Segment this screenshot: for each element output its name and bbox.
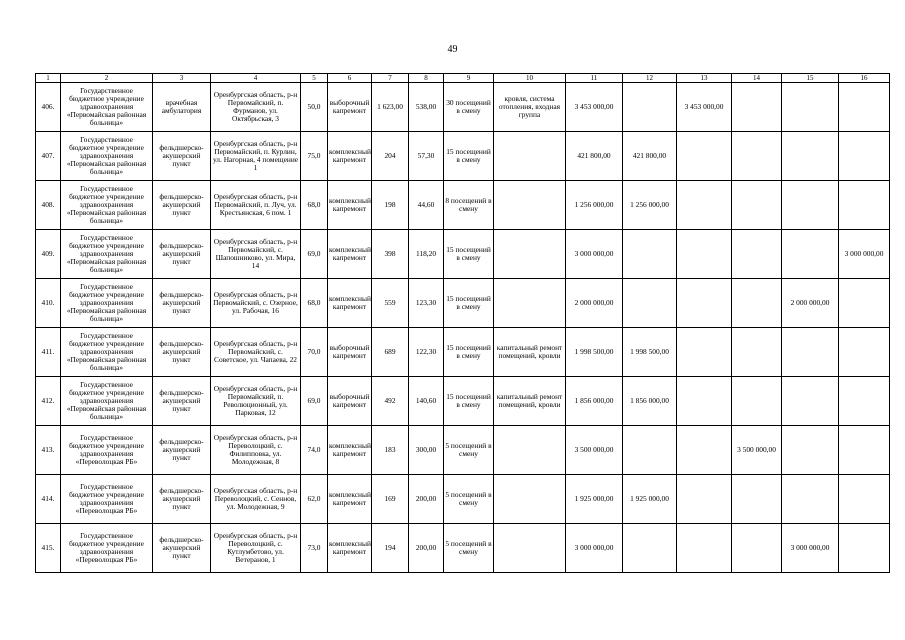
capacity-cell: 15 посещений в смену	[444, 328, 494, 377]
total-cost-cell: 421 800,00	[566, 132, 623, 181]
cost-year-cell	[677, 475, 732, 524]
address-cell: Оренбургская область, р-н Первомайский, с. Советское, ул. Чапаева, 22	[211, 328, 301, 377]
row-number-cell: 412.	[36, 377, 61, 426]
cost-year-cell	[782, 181, 839, 230]
population-cell: 559	[372, 279, 409, 328]
cost-year-cell	[839, 328, 890, 377]
cost-year-cell	[677, 426, 732, 475]
cost-year-cell: 1 256 000,00	[623, 181, 677, 230]
column-header: 9	[444, 74, 494, 83]
capacity-cell: 8 посещений в смену	[444, 181, 494, 230]
cost-year-cell	[623, 426, 677, 475]
facility-type-cell: фельдшерско-акушерский пункт	[153, 181, 211, 230]
total-cost-cell: 2 000 000,00	[566, 279, 623, 328]
page-number: 49	[447, 44, 458, 55]
cost-year-cell	[732, 524, 782, 573]
organization-cell: Государственное бюджетное учреждение здравоохранения «Первомайская районная больница»	[61, 181, 153, 230]
population-cell: 492	[372, 377, 409, 426]
table-body	[36, 83, 890, 573]
cost-year-cell	[623, 83, 677, 132]
cost-year-cell	[839, 377, 890, 426]
distance-cell: 538,00	[409, 83, 444, 132]
population-cell: 183	[372, 426, 409, 475]
column-header: 1	[36, 74, 61, 83]
column-header: 8	[409, 74, 444, 83]
works-cell: кровля, система отопления, входная группа	[494, 83, 566, 132]
cost-year-cell: 3 500 000,00	[732, 426, 782, 475]
address-cell: Оренбургская область, р-н Первомайский, п. Фурманов, ул. Октябрьская, 3	[211, 83, 301, 132]
works-cell	[494, 181, 566, 230]
row-number-cell: 415.	[36, 524, 61, 573]
repair-type-cell: комплексный капремонт	[328, 132, 372, 181]
organization-cell: Государственное бюджетное учреждение здравоохранения «Первомайская районная больница»	[61, 279, 153, 328]
column-header: 6	[328, 74, 372, 83]
works-cell	[494, 524, 566, 573]
column-header: 10	[494, 74, 566, 83]
cost-year-cell	[732, 279, 782, 328]
address-cell: Оренбургская область, р-н Первомайский, п. Луч, ул. Крестьянская, 6 пом. 1	[211, 181, 301, 230]
distance-cell: 118,20	[409, 230, 444, 279]
distance-cell: 57,30	[409, 132, 444, 181]
row-number-cell: 406.	[36, 83, 61, 132]
population-cell: 204	[372, 132, 409, 181]
repair-type-cell: комплексный капремонт	[328, 524, 372, 573]
facility-type-cell: фельдшерско-акушерский пункт	[153, 132, 211, 181]
area-cell: 68,0	[301, 279, 328, 328]
cost-year-cell	[839, 83, 890, 132]
cost-year-cell: 1 998 500,00	[623, 328, 677, 377]
cost-year-cell	[782, 328, 839, 377]
distance-cell: 123,30	[409, 279, 444, 328]
distance-cell: 140,60	[409, 377, 444, 426]
column-header: 2	[61, 74, 153, 83]
population-cell: 1 623,00	[372, 83, 409, 132]
cost-year-cell: 421 800,00	[623, 132, 677, 181]
facility-type-cell: фельдшерско-акушерский пункт	[153, 524, 211, 573]
capacity-cell: 5 посещений в смену	[444, 475, 494, 524]
cost-year-cell	[677, 328, 732, 377]
capacity-cell: 5 посещений в смену	[444, 524, 494, 573]
repair-type-cell: комплексный капремонт	[328, 475, 372, 524]
table-row	[36, 83, 890, 132]
total-cost-cell: 3 500 000,00	[566, 426, 623, 475]
cost-year-cell	[782, 426, 839, 475]
cost-year-cell: 1 856 000,00	[623, 377, 677, 426]
cost-year-cell: 3 453 000,00	[677, 83, 732, 132]
total-cost-cell: 1 998 500,00	[566, 328, 623, 377]
total-cost-cell: 3 000 000,00	[566, 230, 623, 279]
facility-type-cell: фельдшерско-акушерский пункт	[153, 426, 211, 475]
distance-cell: 200,00	[409, 524, 444, 573]
organization-cell: Государственное бюджетное учреждение здравоохранения «Переволоцкая РБ»	[61, 475, 153, 524]
total-cost-cell: 3 000 000,00	[566, 524, 623, 573]
row-number-cell: 414.	[36, 475, 61, 524]
cost-year-cell	[732, 230, 782, 279]
area-cell: 73,0	[301, 524, 328, 573]
area-cell: 75,0	[301, 132, 328, 181]
population-cell: 169	[372, 475, 409, 524]
distance-cell: 122,30	[409, 328, 444, 377]
cost-year-cell	[782, 83, 839, 132]
cost-year-cell	[839, 181, 890, 230]
population-cell: 398	[372, 230, 409, 279]
cost-year-cell	[677, 279, 732, 328]
cost-year-cell	[839, 426, 890, 475]
column-header: 11	[566, 74, 623, 83]
repair-type-cell: выборочный капремонт	[328, 83, 372, 132]
area-cell: 69,0	[301, 230, 328, 279]
cost-year-cell	[732, 475, 782, 524]
column-header: 14	[732, 74, 782, 83]
works-cell	[494, 475, 566, 524]
address-cell: Оренбургская область, р-н Переволоцкий, с. Сеннов, ул. Молодежная, 9	[211, 475, 301, 524]
row-number-cell: 413.	[36, 426, 61, 475]
total-cost-cell: 1 856 000,00	[566, 377, 623, 426]
cost-year-cell	[677, 181, 732, 230]
cost-year-cell	[623, 524, 677, 573]
cost-year-cell: 3 000 000,00	[782, 524, 839, 573]
repair-type-cell: комплексный капремонт	[328, 181, 372, 230]
distance-cell: 44,60	[409, 181, 444, 230]
cost-year-cell: 3 000 000,00	[839, 230, 890, 279]
facility-type-cell: фельдшерско-акушерский пункт	[153, 230, 211, 279]
population-cell: 198	[372, 181, 409, 230]
organization-cell: Государственное бюджетное учреждение здравоохранения «Первомайская районная больница»	[61, 328, 153, 377]
address-cell: Оренбургская область, р-н Первомайский, п. Курлин, ул. Нагорная, 4 помещение 1	[211, 132, 301, 181]
total-cost-cell: 1 256 000,00	[566, 181, 623, 230]
facility-type-cell: фельдшерско-акушерский пункт	[153, 377, 211, 426]
capacity-cell: 15 посещений в смену	[444, 377, 494, 426]
table-row	[36, 524, 890, 573]
cost-year-cell	[677, 230, 732, 279]
cost-year-cell	[732, 181, 782, 230]
column-number-row	[36, 74, 890, 83]
repair-type-cell: комплексный капремонт	[328, 230, 372, 279]
cost-year-cell	[839, 279, 890, 328]
facility-type-cell: фельдшерско-акушерский пункт	[153, 279, 211, 328]
table-row	[36, 230, 890, 279]
facility-type-cell: врачебная амбулатория	[153, 83, 211, 132]
total-cost-cell: 3 453 000,00	[566, 83, 623, 132]
works-cell	[494, 230, 566, 279]
cost-year-cell	[732, 83, 782, 132]
organization-cell: Государственное бюджетное учреждение здравоохранения «Первомайская районная больница»	[61, 83, 153, 132]
cost-year-cell	[677, 377, 732, 426]
repair-type-cell: выборочный капремонт	[328, 328, 372, 377]
cost-year-cell	[839, 524, 890, 573]
table-row	[36, 181, 890, 230]
cost-year-cell	[732, 132, 782, 181]
population-cell: 689	[372, 328, 409, 377]
organization-cell: Государственное бюджетное учреждение здравоохранения «Переволоцкая РБ»	[61, 426, 153, 475]
capacity-cell: 15 посещений в смену	[444, 230, 494, 279]
column-header: 13	[677, 74, 732, 83]
table-row	[36, 279, 890, 328]
area-cell: 70,0	[301, 328, 328, 377]
works-cell	[494, 279, 566, 328]
cost-year-cell	[677, 132, 732, 181]
cost-year-cell	[732, 328, 782, 377]
distance-cell: 200,00	[409, 475, 444, 524]
capacity-cell: 5 посещений в смену	[444, 426, 494, 475]
distance-cell: 300,00	[409, 426, 444, 475]
works-cell	[494, 132, 566, 181]
cost-year-cell	[677, 524, 732, 573]
works-cell: капитальный ремонт помещений, кровли	[494, 377, 566, 426]
cost-year-cell	[623, 279, 677, 328]
column-header: 12	[623, 74, 677, 83]
cost-year-cell: 2 000 000,00	[782, 279, 839, 328]
works-cell: капитальный ремонт помещений, кровли	[494, 328, 566, 377]
address-cell: Оренбургская область, р-н Первомайский, с. Озерное, ул. Рабочая, 16	[211, 279, 301, 328]
row-number-cell: 409.	[36, 230, 61, 279]
address-cell: Оренбургская область, р-н Переволоцкий, с. Филипповка, ул. Молодежная, 8	[211, 426, 301, 475]
row-number-cell: 411.	[36, 328, 61, 377]
capacity-cell: 30 посещений в смену	[444, 83, 494, 132]
column-header: 15	[782, 74, 839, 83]
row-number-cell: 410.	[36, 279, 61, 328]
area-cell: 74,0	[301, 426, 328, 475]
column-header: 7	[372, 74, 409, 83]
column-header: 5	[301, 74, 328, 83]
area-cell: 50,0	[301, 83, 328, 132]
cost-year-cell	[782, 377, 839, 426]
facility-type-cell: фельдшерско-акушерский пункт	[153, 475, 211, 524]
capacity-cell: 15 посещений в смену	[444, 132, 494, 181]
cost-year-cell	[782, 132, 839, 181]
address-cell: Оренбургская область, р-н Переволоцкий, с. Кутлумбетово, ул. Ветеранов, 1	[211, 524, 301, 573]
table-row	[36, 426, 890, 475]
table-row	[36, 328, 890, 377]
facility-type-cell: фельдшерско-акушерский пункт	[153, 328, 211, 377]
table-row	[36, 475, 890, 524]
capacity-cell: 15 посещений в смену	[444, 279, 494, 328]
cost-year-cell: 1 925 000,00	[623, 475, 677, 524]
organization-cell: Государственное бюджетное учреждение здравоохранения «Переволоцкая РБ»	[61, 524, 153, 573]
cost-year-cell	[839, 475, 890, 524]
address-cell: Оренбургская область, р-н Первомайский, п. Революционный, ул. Парковая, 12	[211, 377, 301, 426]
cost-year-cell	[782, 475, 839, 524]
address-cell: Оренбургская область, р-н Первомайский, с. Шапошниково, ул. Мира, 14	[211, 230, 301, 279]
organization-cell: Государственное бюджетное учреждение здравоохранения «Первомайская районная больница»	[61, 230, 153, 279]
table-row	[36, 132, 890, 181]
repair-type-cell: выборочный капремонт	[328, 377, 372, 426]
repair-type-cell: комплексный капремонт	[328, 279, 372, 328]
table-row	[36, 377, 890, 426]
column-header: 3	[153, 74, 211, 83]
cost-year-cell	[839, 132, 890, 181]
organization-cell: Государственное бюджетное учреждение здравоохранения «Первомайская районная больница»	[61, 377, 153, 426]
area-cell: 69,0	[301, 377, 328, 426]
column-header: 16	[839, 74, 890, 83]
area-cell: 68,0	[301, 181, 328, 230]
cost-year-cell	[623, 230, 677, 279]
capital-repair-table	[35, 73, 890, 573]
row-number-cell: 407.	[36, 132, 61, 181]
column-header: 4	[211, 74, 301, 83]
population-cell: 194	[372, 524, 409, 573]
area-cell: 62,0	[301, 475, 328, 524]
repair-type-cell: комплексный капремонт	[328, 426, 372, 475]
works-cell	[494, 426, 566, 475]
cost-year-cell	[732, 377, 782, 426]
organization-cell: Государственное бюджетное учреждение здравоохранения «Первомайская районная больница»	[61, 132, 153, 181]
row-number-cell: 408.	[36, 181, 61, 230]
total-cost-cell: 1 925 000,00	[566, 475, 623, 524]
cost-year-cell	[782, 230, 839, 279]
